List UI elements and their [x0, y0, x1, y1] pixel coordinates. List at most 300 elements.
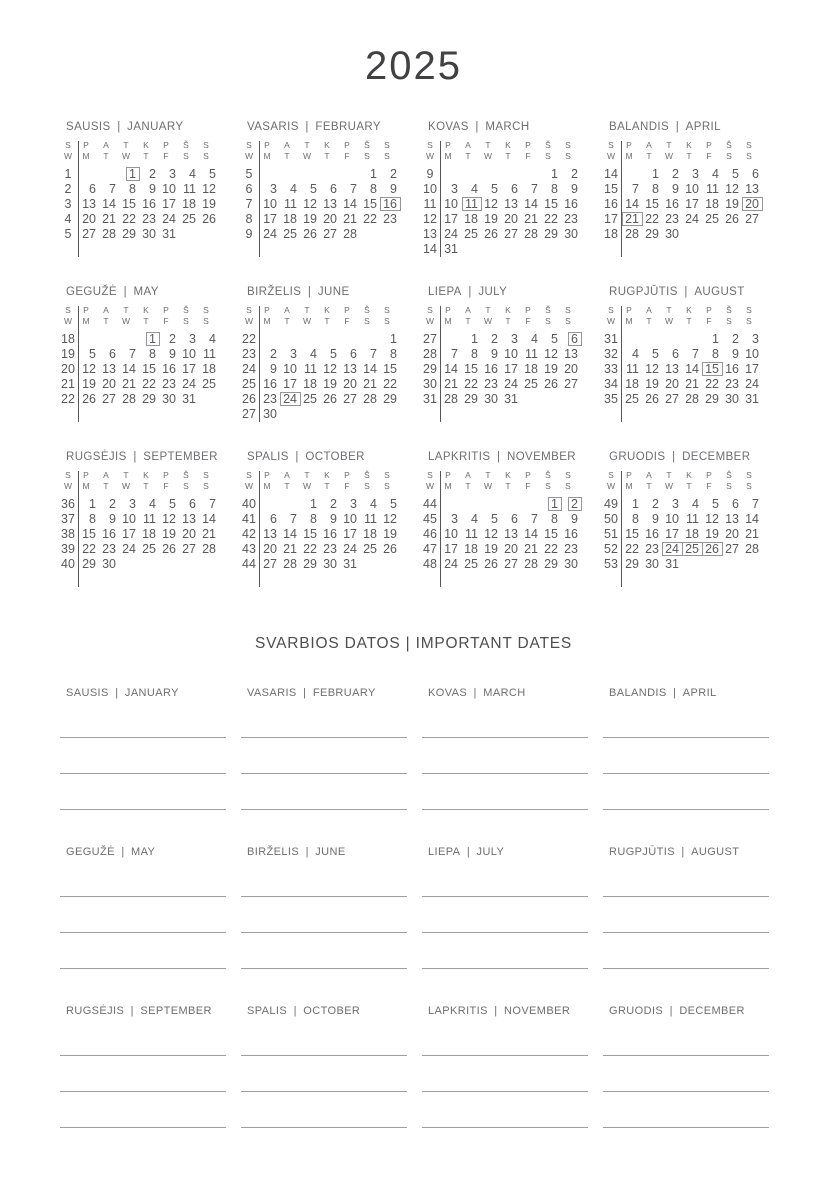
day-cell — [377, 390, 397, 408]
day-number: 27 — [504, 226, 518, 241]
day-cell — [438, 240, 458, 258]
day-number: 1 — [471, 331, 478, 346]
day-cell — [377, 210, 397, 228]
weekday-en: T — [646, 481, 652, 491]
important-date-ruled-line — [603, 1056, 769, 1092]
important-dates-month — [422, 1005, 588, 1128]
day-number: 26 — [484, 226, 498, 241]
week-col-letter-lt: S — [65, 140, 71, 150]
day-number: 19 — [725, 196, 739, 211]
day-number: 2 — [149, 166, 156, 181]
weekday-en: M — [625, 481, 633, 491]
day-number: 17 — [504, 361, 518, 376]
weekday-header — [337, 470, 357, 492]
day-number: 20 — [504, 211, 518, 226]
day-number: 19 — [383, 526, 397, 541]
weekday-en: S — [364, 151, 370, 161]
day-number: 23 — [383, 211, 397, 226]
day-cell — [538, 375, 558, 393]
weekday-header — [538, 305, 558, 327]
week-col-letter-lt: S — [608, 305, 614, 315]
weekday-header-row — [603, 140, 769, 164]
weekday-header — [317, 470, 337, 492]
weekday-en: F — [163, 316, 169, 326]
week-row — [60, 556, 226, 571]
week-number: 45 — [423, 511, 437, 526]
month-title — [428, 121, 588, 134]
week-col-letter-en: W — [425, 151, 435, 161]
day-number: 26 — [383, 541, 397, 556]
week-number: 48 — [423, 556, 437, 571]
weekday-lt: Š — [183, 140, 189, 150]
week-col-letter-en: W — [244, 316, 254, 326]
day-number: 17 — [665, 526, 679, 541]
day-cell — [639, 225, 659, 243]
week-number: 16 — [604, 196, 618, 211]
weekday-header — [699, 140, 719, 162]
day-number: 7 — [531, 511, 538, 526]
day-number: 19 — [484, 211, 498, 226]
weekday-header-row — [241, 140, 407, 164]
important-date-ruled-line — [241, 897, 407, 933]
weekday-header — [277, 470, 297, 492]
week-column-header — [241, 305, 257, 327]
weekday-lt: P — [163, 305, 169, 315]
day-number: 13 — [665, 361, 679, 376]
weekday-lt: A — [465, 470, 471, 480]
day-number: 17 — [263, 211, 277, 226]
important-date-ruled-line — [422, 897, 588, 933]
day-number: 7 — [451, 346, 458, 361]
week-number: 5 — [245, 166, 253, 181]
day-number: 17 — [122, 526, 136, 541]
day-cell — [76, 555, 96, 573]
weekday-en: M — [444, 316, 452, 326]
important-date-ruled-line — [603, 738, 769, 774]
month-body — [603, 140, 769, 258]
day-number: 23 — [645, 541, 659, 556]
weekday-en: T — [686, 481, 692, 491]
day-number: 9 — [270, 361, 277, 376]
day-number: 14 — [202, 511, 216, 526]
day-number: 29 — [705, 391, 719, 406]
day-cell — [518, 555, 538, 573]
day-number: 20 — [82, 211, 96, 226]
day-number: 16 — [323, 526, 337, 541]
weekday-en: T — [505, 481, 511, 491]
day-cell — [76, 225, 96, 243]
week-number: 36 — [61, 496, 75, 511]
week-col-letter-lt: S — [608, 140, 614, 150]
day-number: 16 — [564, 196, 578, 211]
important-date-ruled-line — [60, 1056, 226, 1092]
day-number: 10 — [444, 526, 458, 541]
weekday-header — [458, 140, 478, 162]
weekday-header — [257, 140, 277, 162]
weekday-header — [558, 140, 578, 162]
day-number: 23 — [102, 541, 116, 556]
day-number: 17 — [182, 361, 196, 376]
day-number: 7 — [632, 181, 639, 196]
day-number: 8 — [632, 511, 639, 526]
day-number: 8 — [712, 346, 719, 361]
weekday-en: M — [82, 151, 90, 161]
day-number: 24 — [122, 541, 136, 556]
weekday-header-row — [422, 140, 588, 164]
weekday-lt: P — [264, 470, 270, 480]
day-number: 5 — [491, 181, 498, 196]
day-number: 18 — [303, 376, 317, 391]
important-date-ruled-line — [241, 738, 407, 774]
day-number: 15 — [303, 526, 317, 541]
weekday-lt: A — [465, 140, 471, 150]
weekday-en: M — [263, 151, 271, 161]
day-number: 19 — [544, 361, 558, 376]
day-number: 6 — [89, 181, 96, 196]
weekday-header — [156, 470, 176, 492]
week-number: 22 — [61, 391, 75, 406]
weekday-en: S — [183, 316, 189, 326]
day-number: 26 — [82, 391, 96, 406]
day-number: 20 — [263, 541, 277, 556]
day-number: 24 — [162, 211, 176, 226]
month-title-divider: | — [669, 687, 680, 699]
day-number: 4 — [712, 166, 719, 181]
weekday-header — [498, 470, 518, 492]
week-number: 20 — [61, 361, 75, 376]
day-number: 4 — [189, 166, 196, 181]
month-name-en: NOVEMBER — [504, 1005, 571, 1017]
month-name-en: OCTOBER — [303, 1005, 361, 1017]
day-number: 12 — [645, 361, 659, 376]
weekday-header — [116, 305, 136, 327]
day-cell — [257, 555, 277, 573]
day-number-boxed: 1 — [126, 167, 140, 181]
day-number: 9 — [330, 511, 337, 526]
month-title-divider: | — [677, 846, 689, 858]
day-number: 26 — [323, 391, 337, 406]
weekday-lt: T — [666, 140, 672, 150]
day-number: 7 — [692, 346, 699, 361]
day-number: 27 — [665, 391, 679, 406]
week-col-letter-en: W — [244, 481, 254, 491]
day-number: 26 — [303, 226, 317, 241]
important-dates-month-title — [247, 687, 407, 700]
important-dates-month — [603, 1005, 769, 1128]
day-number: 14 — [283, 526, 297, 541]
week-number: 11 — [423, 196, 437, 211]
month-title-divider: | — [299, 687, 310, 699]
day-number: 16 — [263, 376, 277, 391]
day-number: 12 — [725, 181, 739, 196]
weekday-en: S — [746, 316, 752, 326]
weekday-lt: K — [324, 305, 330, 315]
week-number: 31 — [604, 331, 618, 346]
day-number: 1 — [370, 166, 377, 181]
day-number: 5 — [652, 346, 659, 361]
weekday-en: T — [143, 151, 149, 161]
weekday-lt: S — [384, 140, 390, 150]
month-title-divider: | — [127, 1005, 138, 1017]
weekday-en: T — [505, 151, 511, 161]
weekday-header — [558, 305, 578, 327]
month-name-lt: BALANDIS — [609, 121, 670, 133]
month-title-divider: | — [302, 846, 313, 858]
month-title — [247, 286, 407, 299]
day-cell — [156, 390, 176, 408]
day-number: 6 — [752, 166, 759, 181]
day-number: 22 — [464, 376, 478, 391]
weekday-header — [176, 470, 196, 492]
important-dates-month-title — [609, 1005, 769, 1018]
weekday-lt: P — [344, 470, 350, 480]
weekday-header — [619, 305, 639, 327]
day-number: 4 — [692, 496, 699, 511]
weekday-lt: Š — [364, 470, 370, 480]
day-cell — [719, 390, 739, 408]
day-number: 22 — [645, 211, 659, 226]
week-column-header — [422, 305, 438, 327]
day-number-boxed: 24 — [280, 392, 301, 406]
day-number: 31 — [162, 226, 176, 241]
day-number: 13 — [343, 361, 357, 376]
day-cell — [619, 390, 639, 408]
day-number: 18 — [363, 526, 377, 541]
day-number: 13 — [82, 196, 96, 211]
month-name-en: MAY — [131, 846, 156, 858]
day-number: 8 — [551, 181, 558, 196]
day-number: 25 — [182, 211, 196, 226]
day-number: 19 — [323, 376, 337, 391]
week-number: 9 — [245, 226, 253, 241]
weekday-lt: P — [344, 305, 350, 315]
day-number: 23 — [263, 391, 277, 406]
day-number: 30 — [263, 406, 277, 421]
week-number: 53 — [604, 556, 618, 571]
weekday-en: F — [525, 151, 531, 161]
month-title-divider: | — [129, 451, 141, 463]
week-col-letter-en: W — [425, 316, 435, 326]
day-number: 30 — [564, 226, 578, 241]
day-number: 3 — [189, 331, 196, 346]
month-name-en: MARCH — [485, 121, 530, 133]
calendar-grid — [60, 121, 769, 588]
week-number: 5 — [64, 226, 72, 241]
weekday-header — [739, 305, 759, 327]
day-number: 14 — [363, 361, 377, 376]
weekday-lt: Š — [545, 470, 551, 480]
weekday-en: S — [183, 151, 189, 161]
weekday-lt: P — [83, 305, 89, 315]
weekday-lt: P — [445, 305, 451, 315]
day-number: 3 — [169, 166, 176, 181]
month-name-en: JANUARY — [127, 121, 184, 133]
day-number: 19 — [202, 196, 216, 211]
week-col-letter-en: W — [606, 316, 616, 326]
day-number: 27 — [182, 541, 196, 556]
day-cell — [176, 540, 196, 558]
day-number: 26 — [645, 391, 659, 406]
weekday-header — [357, 140, 377, 162]
day-number: 25 — [464, 556, 478, 571]
month-title-divider: | — [470, 687, 481, 699]
week-col-letter-en: W — [244, 151, 254, 161]
weekday-lt: P — [706, 470, 712, 480]
weekday-lt: Š — [183, 305, 189, 315]
week-number: 4 — [64, 211, 72, 226]
month-block — [603, 286, 769, 423]
week-number: 50 — [604, 511, 618, 526]
day-number: 28 — [102, 226, 116, 241]
day-number: 6 — [270, 511, 277, 526]
month-block — [422, 121, 588, 258]
day-number: 8 — [310, 511, 317, 526]
day-number: 6 — [350, 346, 357, 361]
weekday-en: T — [465, 481, 471, 491]
day-number: 26 — [484, 556, 498, 571]
weekday-header-row — [60, 470, 226, 494]
day-number: 12 — [202, 181, 216, 196]
weekday-en: T — [686, 151, 692, 161]
month-name-en: DECEMBER — [679, 1005, 745, 1017]
weekday-lt: Š — [726, 305, 732, 315]
day-number: 9 — [149, 181, 156, 196]
weekday-lt: Š — [726, 140, 732, 150]
important-date-ruled-line — [422, 700, 588, 738]
weekday-header — [96, 140, 116, 162]
day-number: 7 — [209, 496, 216, 511]
week-number: 34 — [604, 376, 618, 391]
weekday-header — [277, 140, 297, 162]
day-cell — [136, 540, 156, 558]
weekday-header-row — [60, 305, 226, 329]
month-title-divider: | — [668, 451, 680, 463]
day-cell — [498, 555, 518, 573]
weekday-lt: T — [304, 140, 310, 150]
week-row — [60, 391, 226, 406]
week-number: 14 — [604, 166, 618, 181]
important-date-ruled-line — [60, 1092, 226, 1128]
month-name-en: FEBRUARY — [312, 687, 376, 699]
weekday-en: W — [121, 481, 131, 491]
month-title — [609, 451, 769, 464]
week-col-letter-lt: S — [427, 305, 433, 315]
day-cell — [317, 390, 337, 408]
week-number: 39 — [61, 541, 75, 556]
day-number: 22 — [383, 376, 397, 391]
day-number: 26 — [725, 211, 739, 226]
day-cell — [257, 405, 277, 423]
weekday-en: S — [545, 481, 551, 491]
day-number: 6 — [189, 496, 196, 511]
weekday-lt: S — [565, 305, 571, 315]
day-cell — [619, 555, 639, 573]
weekday-header — [136, 470, 156, 492]
month-name-en: MAY — [133, 286, 159, 298]
weekday-en: S — [364, 316, 370, 326]
day-number: 30 — [484, 391, 498, 406]
day-number: 22 — [122, 211, 136, 226]
day-number: 18 — [685, 526, 699, 541]
week-row — [241, 226, 407, 241]
day-number: 6 — [732, 496, 739, 511]
day-number: 20 — [665, 376, 679, 391]
day-number: 20 — [504, 541, 518, 556]
month-name-en: DECEMBER — [682, 451, 751, 463]
weekday-lt: P — [264, 140, 270, 150]
day-number-boxed: 21 — [622, 212, 643, 226]
month-body — [60, 305, 226, 423]
month-name-en: SEPTEMBER — [140, 1005, 212, 1017]
day-number: 22 — [544, 541, 558, 556]
day-cell — [196, 210, 216, 228]
month-block — [60, 286, 226, 423]
day-number: 15 — [544, 526, 558, 541]
weekday-lt: K — [324, 140, 330, 150]
day-cell — [639, 555, 659, 573]
week-col-letter-en: W — [425, 481, 435, 491]
month-name-lt: VASARIS — [247, 121, 299, 133]
weekday-en: T — [686, 316, 692, 326]
important-date-ruled-line — [60, 933, 226, 969]
weekday-lt: A — [103, 305, 109, 315]
day-number: 26 — [162, 541, 176, 556]
day-number: 13 — [263, 526, 277, 541]
weekday-en: T — [103, 316, 109, 326]
day-number: 16 — [725, 361, 739, 376]
month-name-en: FEBRUARY — [315, 121, 382, 133]
day-number: 12 — [303, 196, 317, 211]
important-date-ruled-line — [60, 859, 226, 897]
day-number: 2 — [491, 331, 498, 346]
important-date-ruled-line — [422, 1092, 588, 1128]
important-date-ruled-line — [603, 859, 769, 897]
week-number: 9 — [426, 166, 434, 181]
day-cell — [659, 225, 679, 243]
day-number: 10 — [263, 196, 277, 211]
weekday-lt: P — [163, 140, 169, 150]
day-cell — [558, 555, 578, 573]
day-cell — [739, 390, 759, 408]
day-number: 9 — [732, 346, 739, 361]
day-cell — [297, 225, 317, 243]
day-number: 17 — [444, 541, 458, 556]
day-cell — [518, 225, 538, 243]
day-number: 10 — [685, 181, 699, 196]
day-number: 21 — [685, 376, 699, 391]
day-number: 29 — [544, 226, 558, 241]
weekday-en: M — [625, 151, 633, 161]
day-cell — [739, 210, 759, 228]
weekday-header — [257, 305, 277, 327]
weekday-header — [136, 140, 156, 162]
day-number: 3 — [451, 511, 458, 526]
weekday-lt: Š — [726, 470, 732, 480]
day-number: 18 — [464, 211, 478, 226]
weekday-en: S — [726, 316, 732, 326]
day-number: 13 — [323, 196, 337, 211]
day-number: 20 — [102, 376, 116, 391]
important-date-ruled-line — [603, 700, 769, 738]
day-number: 11 — [686, 511, 699, 526]
weekday-header — [76, 470, 96, 492]
important-date-ruled-line — [241, 774, 407, 810]
weekday-header — [317, 140, 337, 162]
month-title — [428, 451, 588, 464]
day-number: 21 — [745, 526, 759, 541]
day-number: 18 — [202, 361, 216, 376]
month-name-lt: GEGUŽĖ — [66, 846, 115, 858]
